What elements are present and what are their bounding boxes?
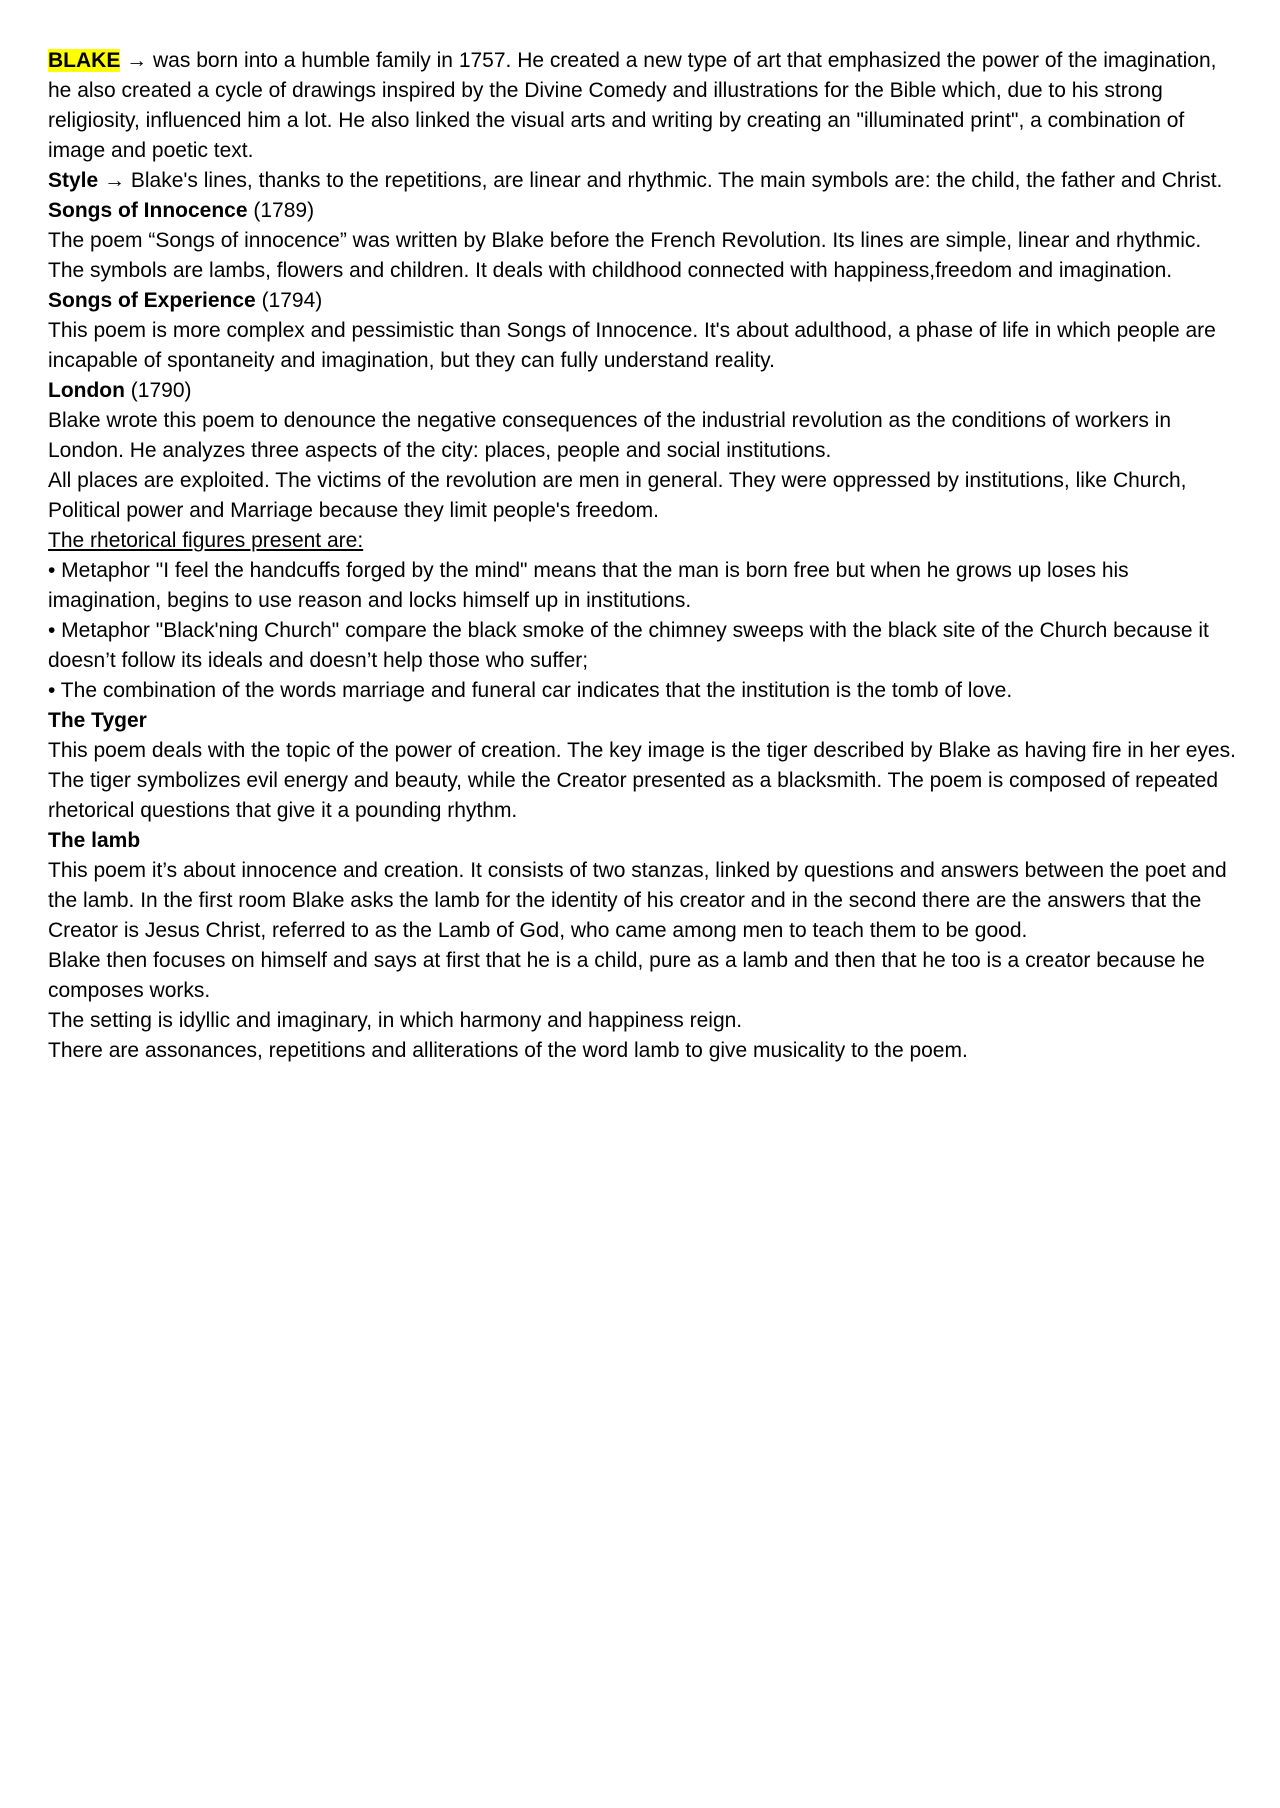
intro-paragraph — [48, 46, 1238, 166]
lamb-paragraph-4: There are assonances, repetitions and alliterations of the word lamb to give musicality to the poem. — [48, 1039, 968, 1062]
experience-heading — [48, 286, 1238, 316]
lamb-paragraph-3: The setting is idyllic and imaginary, in which harmony and happiness reign. — [48, 1009, 743, 1032]
figure-bullet-2: • Metaphor "Black'ning Church" compare the black smoke of the chimney sweeps with the black site of the Church because it doesn’t follow its ideals and doesn’t help those who suffer; — [48, 619, 1209, 672]
experience-year: (1794) — [255, 289, 323, 312]
innocence-heading — [48, 196, 1238, 226]
document-page — [48, 46, 1238, 1066]
experience-text: This poem is more complex and pessimistic than Songs of Innocence. It's about adulthood, a phase of life in which people are incapable of spontaneity and imagination, but they can fully understand reality. — [48, 319, 1216, 372]
style-paragraph — [48, 166, 1238, 196]
highlighted-name: BLAKE — [48, 49, 121, 72]
innocence-text: The poem “Songs of innocence” was written by Blake before the French Revolution. Its lines are simple, linear and rhythmic. The symbols are lambs, flowers and children. It deals with childhood connected with happiness,freedom and imagination. — [48, 229, 1202, 282]
innocence-title: Songs of Innocence — [48, 199, 248, 222]
figure-bullet-3: • The combination of the words marriage and funeral car indicates that the institution is the tomb of love. — [48, 679, 1013, 702]
figures-heading: The rhetorical figures present are: — [48, 529, 364, 552]
experience-title: Songs of Experience — [48, 289, 256, 312]
tyger-title: The Tyger — [48, 709, 147, 732]
london-paragraph-1: Blake wrote this poem to denounce the negative consequences of the industrial revolution as the conditions of workers in London. He analyzes three aspects of the city: places, people and social institutions. — [48, 409, 1172, 462]
london-year: (1790) — [124, 379, 192, 402]
intro-text: → was born into a humble family in 1757. He created a new type of art that emphasized the power of the imagination, he also created a cycle of drawings inspired by the Divine Comedy and illustrations for the Bible which, due to his strong religiosity, influenced him a lot. He also linked the visual arts and writing by creating an "illuminated print", a combination of image and poetic text. — [48, 49, 1217, 162]
lamb-paragraph-2: Blake then focuses on himself and says at first that he is a child, pure as a lamb and then that he too is a creator because he composes works. — [48, 949, 1205, 1002]
lamb-paragraph-1: This poem it’s about innocence and creation. It consists of two stanzas, linked by questions and answers between the poet and the lamb. In the first room Blake asks the lamb for the identity of his creator and in the second there are the answers that the Creator is Jesus Christ, referred to as the Lamb of God, who came among men to teach them to be good. — [48, 859, 1227, 942]
london-paragraph-2: All places are exploited. The victims of the revolution are men in general. They were oppressed by institutions, like Church, Political power and Marriage because they limit people's freedom. — [48, 469, 1187, 522]
innocence-year: (1789) — [247, 199, 315, 222]
style-text: → Blake's lines, thanks to the repetitions, are linear and rhythmic. The main symbols are: the child, the father and Christ. — [98, 169, 1223, 192]
style-label: Style — [48, 169, 99, 192]
london-title: London — [48, 379, 125, 402]
london-heading — [48, 376, 1238, 406]
figure-bullet-1: • Metaphor "I feel the handcuffs forged by the mind" means that the man is born free but when he grows up loses his imagination, begins to use reason and locks himself up in institutions. — [48, 559, 1129, 612]
lamb-title: The lamb — [48, 829, 141, 852]
tyger-text: This poem deals with the topic of the power of creation. The key image is the tiger described by Blake as having fire in her eyes. The tiger symbolizes evil energy and beauty, while the Creator presented as a blacksmith. The poem is composed of repeated rhetorical questions that give it a pounding rhythm. — [48, 739, 1236, 822]
